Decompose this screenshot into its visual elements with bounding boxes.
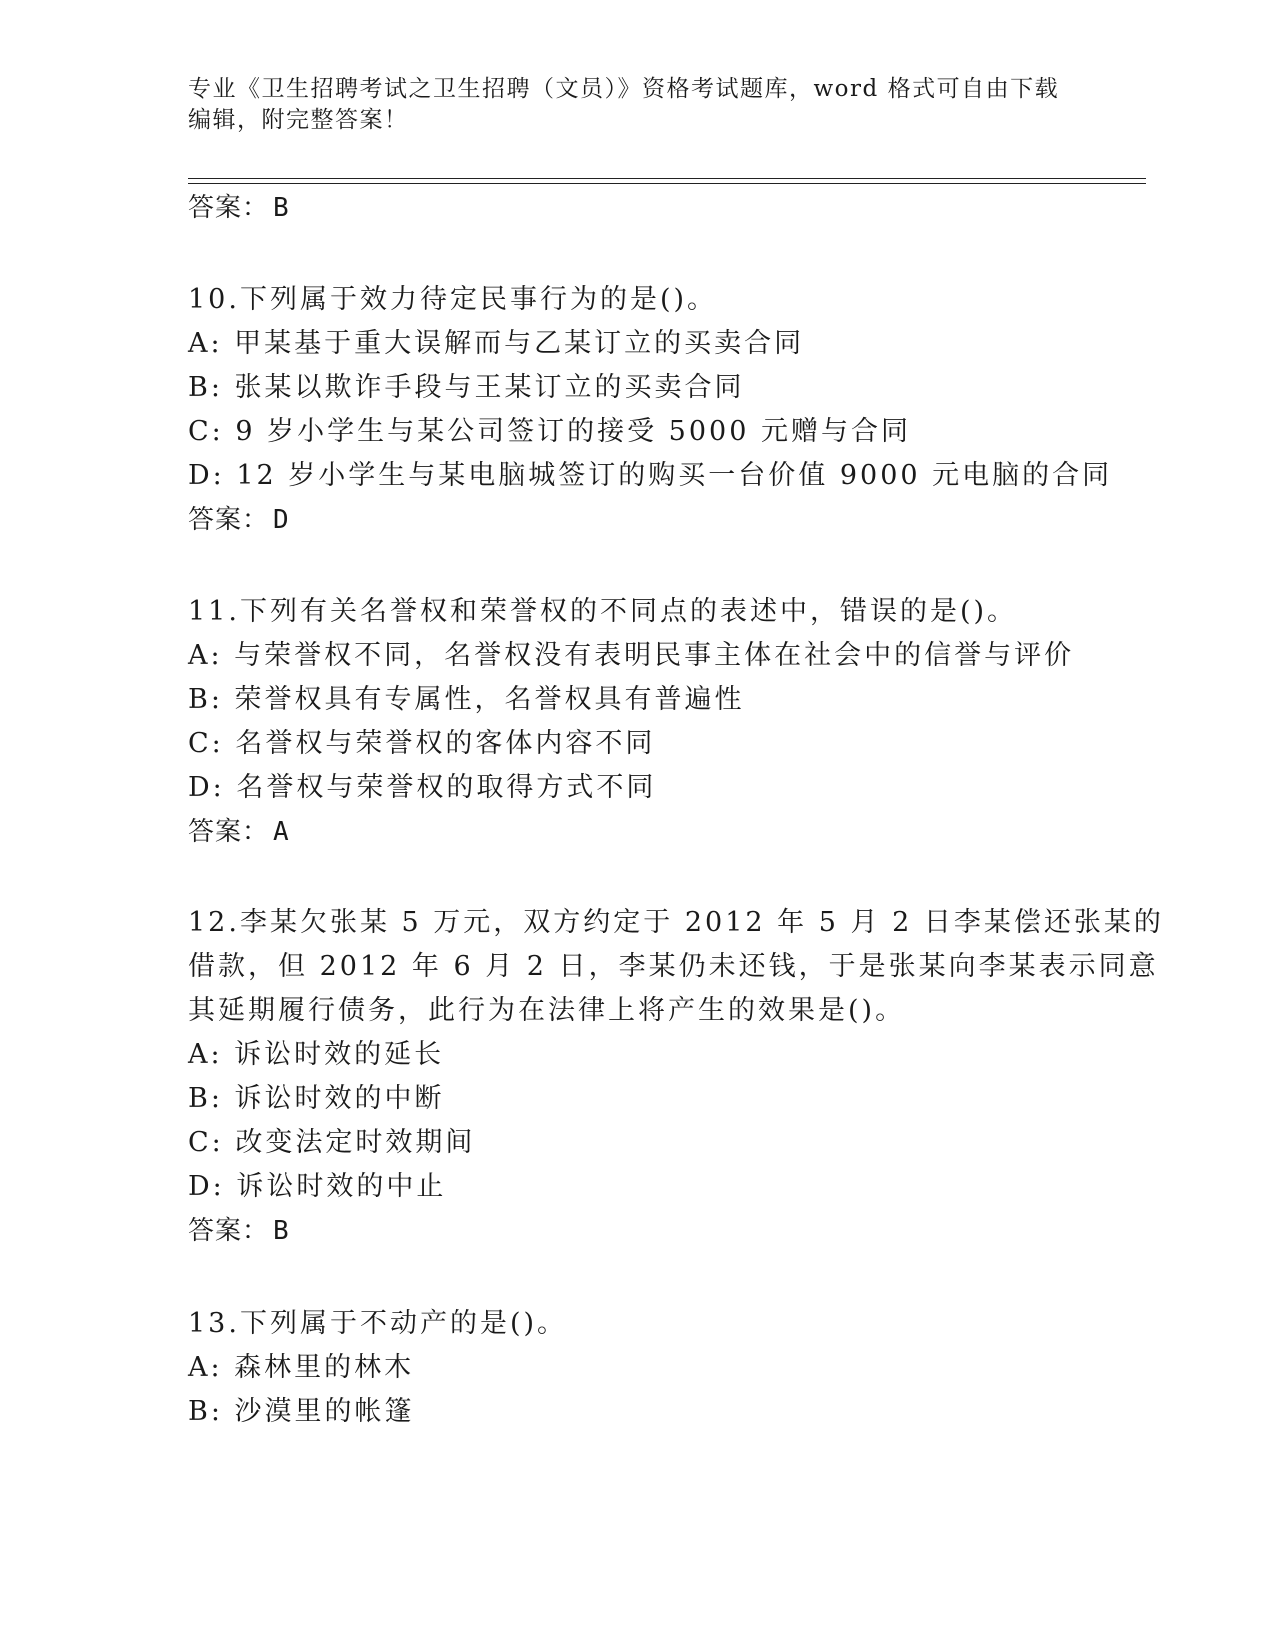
question-10-answer	[188, 502, 290, 538]
question-12-stem-line-2: 借款，但 2012 年 6 月 2 日，李某仍未还钱，于是张某向李某表示同意	[188, 951, 1159, 982]
header-divider-top	[188, 178, 1146, 179]
question-10-option-d: D: 12 岁小学生与某电脑城签订的购买一台价值 9000 元电脑的合同	[188, 460, 1113, 491]
answer-label: 答案：	[188, 1216, 270, 1246]
question-12-stem-line-1: 12.李某欠张某 5 万元，双方约定于 2012 年 5 月 2 日李某偿还张某的	[188, 907, 1164, 938]
answer-label: 答案：	[188, 505, 270, 535]
answer-value: A	[273, 817, 290, 847]
question-11-answer	[188, 814, 290, 850]
question-10-option-a: A: 甲某基于重大误解而与乙某订立的买卖合同	[188, 328, 805, 359]
question-11-option-c: C: 名誉权与荣誉权的客体内容不同	[188, 728, 656, 759]
question-12-answer	[188, 1213, 290, 1249]
question-12-option-c: C: 改变法定时效期间	[188, 1127, 476, 1158]
question-11-stem: 11.下列有关名誉权和荣誉权的不同点的表述中，错误的是()。	[188, 596, 1018, 627]
previous-answer	[188, 190, 290, 226]
question-10-option-c: C: 9 岁小学生与某公司签订的接受 5000 元赠与合同	[188, 416, 911, 447]
question-10-stem: 10.下列属于效力待定民事行为的是()。	[188, 284, 718, 315]
answer-value: B	[273, 1216, 290, 1246]
question-11-option-a: A: 与荣誉权不同，名誉权没有表明民事主体在社会中的信誉与评价	[188, 640, 1075, 671]
answer-value: B	[273, 193, 290, 223]
question-12-option-b: B: 诉讼时效的中断	[188, 1083, 445, 1114]
question-13-option-b: B: 沙漠里的帐篷	[188, 1396, 415, 1427]
question-10-option-b: B: 张某以欺诈手段与王某订立的买卖合同	[188, 372, 745, 403]
answer-value: D	[273, 505, 290, 535]
header-intro-line-2: 编辑，附完整答案！	[188, 107, 409, 133]
answer-label: 答案：	[188, 193, 270, 223]
question-13-option-a: A: 森林里的林木	[188, 1352, 415, 1383]
header-intro-line-1: 专业《卫生招聘考试之卫生招聘（文员）》资格考试题库，word 格式可自由下载	[188, 76, 1060, 102]
document-header	[188, 74, 1068, 136]
question-12-option-d: D: 诉讼时效的中止	[188, 1171, 447, 1202]
question-13-stem: 13.下列属于不动产的是()。	[188, 1308, 568, 1339]
header-divider-bottom	[188, 183, 1146, 184]
question-12-option-a: A: 诉讼时效的延长	[188, 1039, 445, 1070]
question-11-option-d: D: 名誉权与荣誉权的取得方式不同	[188, 772, 657, 803]
question-12-stem-line-3: 其延期履行债务，此行为在法律上将产生的效果是()。	[188, 995, 906, 1026]
question-11-option-b: B: 荣誉权具有专属性，名誉权具有普遍性	[188, 684, 745, 715]
answer-label: 答案：	[188, 817, 270, 847]
